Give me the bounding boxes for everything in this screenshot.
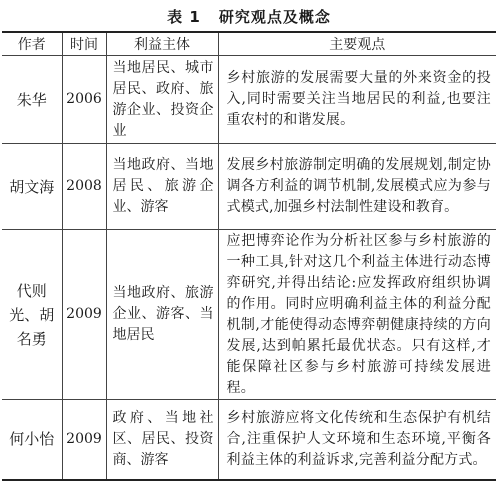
header-author: 作者 <box>2 32 62 56</box>
research-views-table <box>2 31 496 481</box>
cell-views: 乡村旅游的发展需要大量的外来资金的投入,同时需要关注当地居民的利益,也要注重农村的和谐发展。 <box>218 56 496 144</box>
table-row <box>2 230 496 400</box>
cell-year: 2009 <box>62 400 106 480</box>
table-caption <box>0 6 498 27</box>
cell-author: 何小怡 <box>2 400 62 480</box>
cell-stakeholders: 当地政府、当地居民、旅游企业、游客 <box>106 144 218 230</box>
table-row <box>2 144 496 230</box>
header-row <box>2 32 496 56</box>
cell-author: 代则光、胡名勇 <box>2 230 62 400</box>
cell-year: 2006 <box>62 56 106 144</box>
cell-views: 乡村旅游应将文化传统和生态保护有机结合,注重保护人文环境和生态环境,平衡各利益主体的利益诉求,完善利益分配方式。 <box>218 400 496 480</box>
header-year: 时间 <box>62 32 106 56</box>
cell-stakeholders: 政府、当地社区、居民、投资商、游客 <box>106 400 218 480</box>
table-number: 表 1 <box>167 8 201 26</box>
cell-year: 2008 <box>62 144 106 230</box>
table-row <box>2 56 496 144</box>
cell-author: 胡文海 <box>2 144 62 230</box>
table-row <box>2 400 496 480</box>
cell-author: 朱华 <box>2 56 62 144</box>
cell-year: 2009 <box>62 230 106 400</box>
table-title: 研究观点及概念 <box>218 8 331 26</box>
cell-stakeholders: 当地居民、城市居民、政府、旅游企业、投资企业 <box>106 56 218 144</box>
cell-views: 应把博弈论作为分析社区参与乡村旅游的一种工具,针对这几个利益主体进行动态博弈研究,并得出结论:应发挥政府组织协调的作用。同时应明确利益主体的利益分配机制,才能使得动态博弈朝健康持续的方向发展,达到帕累托最优状态。只有这样,才能保障社区参与乡村旅游可持续发展进程。 <box>218 230 496 400</box>
cell-views: 发展乡村旅游制定明确的发展规划,制定协调各方利益的调节机制,发展模式应为参与式模式,加强乡村法制性建设和教育。 <box>218 144 496 230</box>
cell-stakeholders: 当地政府、旅游企业、游客、当地居民 <box>106 230 218 400</box>
header-stakeholders: 利益主体 <box>106 32 218 56</box>
header-views: 主要观点 <box>218 32 496 56</box>
